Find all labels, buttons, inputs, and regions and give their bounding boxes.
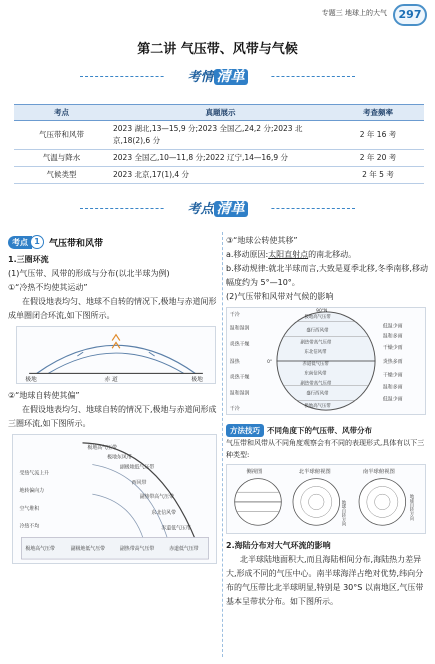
point-heading: ③“地球公转使其移” [226,236,298,245]
kp-number: 1 [30,235,44,249]
fig2-bottom: 极地高气压带 [25,546,55,553]
fig2-bottom: 副极地低气压带 [70,546,106,553]
fig4-rotate: 地球自转方向 [408,494,414,521]
fig3-belt: 东北信风带 [304,350,327,356]
table-header-row [14,105,424,121]
fig3-left: 温和湿润 [229,325,250,332]
paragraph: 在假设地表均匀、地球自转的情况下,极地与赤道间形成三圈环流,如下图所示。 [8,405,217,428]
fig3-right: 干燥少雨 [382,372,403,379]
fig2-label: 东北信风带 [151,509,176,516]
belt-views-figure [226,464,426,534]
fig4-label: 侧视图 [246,468,263,475]
text-span: a.移动原因: [226,250,269,259]
table-header: 考查频率 [332,105,424,121]
banner-text-b: 清单 [214,69,248,85]
table-cell: 2 年 5 考 [332,167,424,184]
fig3-left: 干冷 [229,311,240,318]
method-tip-header [226,423,429,437]
three-cell-circulation-figure [12,434,217,564]
fig2-box: 空气堆积 [19,505,40,512]
fig1-label-mid: 赤 道 [104,377,118,384]
method-title: 不同角度下的气压带、风带分布 [267,425,372,435]
subsection-heading: (2)气压带和风带对气候的影响 [226,292,334,301]
header-tag: 专题三 地球上的大气 [321,9,387,17]
fig2-box: 冷热不均 [19,523,40,530]
fig4-label: 北半球俯视图 [298,468,331,475]
paragraph: b.移动规律:就北半球而言,大致是夏季北移,冬季南移,移动幅度约为 5°—10°。 [226,264,428,287]
fig3-right: 温和多雨 [382,384,403,391]
table-cell: 气压带和风带 [14,121,109,150]
fig3-right: 低温少雨 [382,396,403,403]
fig3-lat: 90°N [316,308,328,314]
fig3-lat: 0° [267,359,273,365]
banner-text-a: 考点 [187,202,214,217]
section-heading: 1.三圈环流 [8,255,49,264]
fig2-label: 副热带高气压带 [139,494,174,501]
banner-kaodian [80,198,355,220]
fig1-label-right: 极地 [191,377,203,384]
method-tag: 方法技巧 [226,424,264,437]
section-heading: 2.海陆分布对大气环流的影响 [226,541,331,550]
fig2-bottom: 副热带高气压带 [119,546,155,553]
text-span: 的南北移动。 [308,250,357,259]
fig2-label: 副极地低气压带 [119,464,155,471]
fig3-left: 湿热 [229,358,240,365]
table-header: 考点 [14,105,109,121]
table-row [14,167,424,184]
fig3-belt: 极地高气压带 [304,404,331,410]
fig3-belt: 盛行西风带 [306,391,329,397]
belt-climate-figure [226,307,426,415]
table-cell: 气温与降水 [14,150,109,167]
underlined-term: 太阳直射点 [268,250,309,259]
banner-pill [165,198,270,220]
method-text: 气压带和风带从不同角度观察会有不同的表现形式,具体有以下三种类型: [226,439,425,459]
point-heading: ②“地球自转使其偏” [8,391,80,400]
table-cell: 2023 北京,17(1),4 分 [109,167,332,184]
fig2-bottom: 赤道低气压带 [169,546,199,553]
fig3-belt: 极地高气压带 [304,314,331,320]
fig3-belt: 副热带高气压带 [300,340,332,346]
kp-title: 气压带和风带 [49,238,104,249]
fig3-right: 温和多雨 [382,333,403,340]
table-cell: 2023 全国乙,10—11,8 分;2022 辽宁,14—16,9 分 [109,150,332,167]
exam-frequency-table [14,104,424,184]
subsection-heading: (1)气压带、风带的形成与分布(以北半球为例) [8,269,170,278]
fig2-label: 极地高气压带 [87,444,117,451]
fig3-belt: 东南信风带 [304,371,327,377]
right-column [226,234,429,609]
page-number-badge: 297 [393,4,427,26]
fig3-left: 温和湿润 [229,390,250,397]
fig3-belt: 赤道低气压带 [302,361,329,367]
banner-kaoqing [80,66,355,88]
chapter-title: 第二讲 气压带、风带与气候 [137,42,298,57]
fig2-box: 受热气流上升 [19,470,49,477]
fig3-right: 低温少雨 [382,323,403,330]
fig2-label: 西风带 [131,480,147,487]
kp-tag: 考点 [8,236,32,249]
table-cell: 2023 湖北,13—15,9 分;2023 全国乙,24,2 分;2023 北京,18(2),6 分 [109,121,332,150]
fig4-label: 南半球俯视图 [362,468,395,475]
banner-text-a: 考情 [187,70,214,85]
fig1-label-left: 极地 [25,377,37,384]
fig3-belt: 副热带高气压带 [300,381,332,387]
fig2-label: 赤道低气压带 [161,525,191,532]
fig3-right: 干燥少雨 [382,345,403,352]
fig3-left: 炎热干燥 [229,341,250,348]
paragraph: 北半球陆地面积大,而且海陆相间分布,海陆热力差异大,形成不同的气压中心。南半球海洋占绝对优势,纬向分布的气压带比北半球明显,特别是 30°S 以南地区,气压带基本呈带状分布。如下图所示。 [226,555,424,606]
table-cell: 2 年 16 考 [332,121,424,150]
paragraph: 在假设地表均匀、地球不自转的情况下,极地与赤道间形成单圈闭合环流,如下图所示。 [8,297,217,320]
single-cell-circulation-figure [16,326,216,384]
left-column [8,234,223,569]
fig3-left: 炎热干燥 [229,374,250,381]
fig2-box: 地转偏向力 [19,488,45,495]
fig4-rotate: 地球自转方向 [340,499,346,527]
banner-text-b: 清单 [214,201,248,217]
fig3-right: 炎热多雨 [382,358,403,365]
knowledge-point-header [8,234,223,250]
table-header: 真题展示 [109,105,332,121]
table-cell: 2 年 20 考 [332,150,424,167]
banner-pill [165,66,270,88]
table-row [14,150,424,167]
table-row [14,121,424,150]
table-cell: 气候类型 [14,167,109,184]
fig3-left: 干冷 [229,406,240,413]
point-heading: ①“冷热不均使其运动” [8,283,88,292]
fig3-belt: 盛行西风带 [306,328,329,334]
paragraph [226,248,429,262]
fig2-label: 极地东风带 [107,454,132,461]
